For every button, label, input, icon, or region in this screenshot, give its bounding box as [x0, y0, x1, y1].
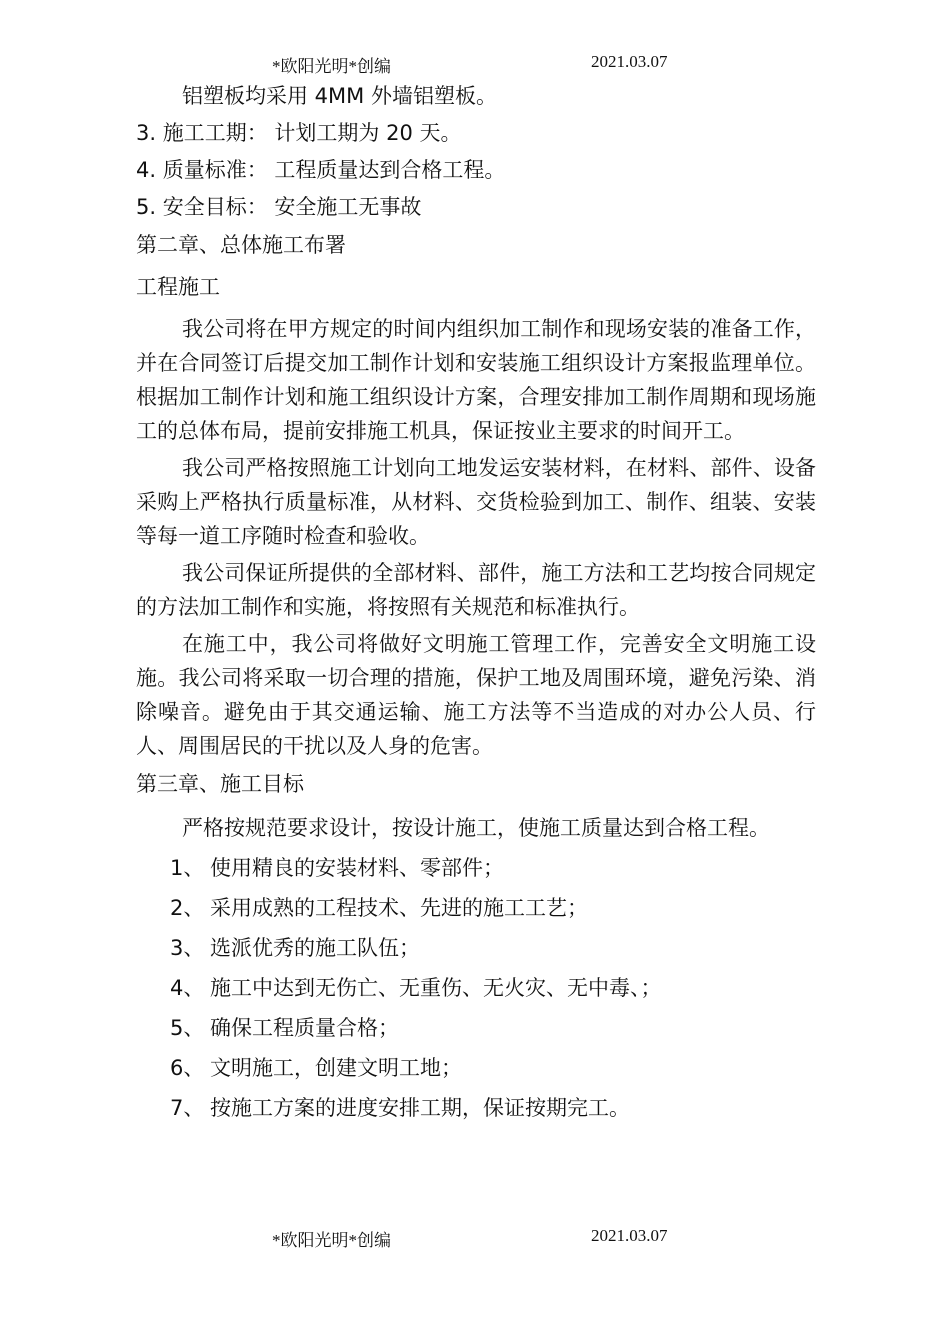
chapter-3-title: 第三章、施工目标 [136, 772, 304, 796]
item-label: 安全目标： [162, 195, 268, 219]
goal-item [136, 851, 816, 885]
goal-text: 按施工方案的进度安排工期，保证按期完工。 [210, 1096, 630, 1120]
document-body [136, 79, 816, 1131]
item-text: 计划工期为 20 天。 [274, 121, 462, 145]
goal-text: 使用精良的安装材料、零部件； [210, 856, 504, 880]
item-label: 质量标准： [162, 158, 268, 182]
item-number: 4. [136, 158, 157, 182]
numbered-item [136, 153, 816, 187]
goal-number: 5、 [170, 1016, 205, 1040]
goal-number: 4、 [170, 976, 205, 1000]
paragraph: 在施工中，我公司将做好文明施工管理工作，完善安全文明施工设施。我公司将采取一切合理的措施，保护工地及周围环境，避免污染、消除噪音。避免由于其交通运输、施工方法等不当造成的对办公人员、行人、周围居民的干扰以及人身的危害。 [136, 632, 816, 758]
intro-line: 铝塑板均采用 4MM 外墙铝塑板。 [182, 84, 497, 108]
section-title: 工程施工 [136, 275, 220, 299]
paragraph: 我公司将在甲方规定的时间内组织加工制作和现场安装的准备工作，并在合同签订后提交加工制作计划和安装施工组织设计方案报监理单位。根据加工制作计划和施工组织设计方案，合理安排加工制作周期和现场施工的总体布局，提前安排施工机具，保证按业主要求的时间开工。 [136, 317, 816, 443]
paragraph: 我公司严格按照施工计划向工地发运安装材料，在材料、部件、设备采购上严格执行质量标准，从材料、交货检验到加工、制作、组装、安装等每一道工序随时检查和验收。 [136, 456, 816, 548]
goal-number: 1、 [170, 856, 205, 880]
goal-item [136, 1091, 816, 1125]
footer-date: 2021.03.07 [591, 1226, 668, 1245]
chapter-2-title: 第二章、总体施工布署 [136, 233, 346, 257]
item-label: 施工工期： [162, 121, 268, 145]
goal-item [136, 1011, 816, 1045]
goal-item [136, 971, 816, 1005]
item-text: 工程质量达到合格工程。 [274, 158, 506, 182]
page-footer [0, 1226, 950, 1250]
header-author: *欧阳光明*创编 [272, 57, 391, 76]
footer-author: *欧阳光明*创编 [272, 1231, 391, 1250]
goal-number: 7、 [170, 1096, 205, 1120]
goal-number: 2、 [170, 896, 205, 920]
page-header [0, 52, 950, 76]
goal-item [136, 891, 816, 925]
goal-text: 采用成熟的工程技术、先进的施工工艺； [210, 896, 588, 920]
goal-item [136, 1051, 816, 1085]
item-number: 3. [136, 121, 157, 145]
goal-number: 3、 [170, 936, 205, 960]
goal-text: 确保工程质量合格； [210, 1016, 399, 1040]
numbered-item [136, 116, 816, 150]
item-text: 安全施工无事故 [274, 195, 422, 219]
header-date: 2021.03.07 [591, 52, 668, 71]
numbered-item [136, 190, 816, 224]
goal-number: 6、 [170, 1056, 205, 1080]
goal-text: 施工中达到无伤亡、无重伤、无火灾、无中毒、； [210, 976, 662, 1000]
goal-item [136, 931, 816, 965]
goal-text: 文明施工，创建文明工地； [210, 1056, 462, 1080]
paragraph: 我公司保证所提供的全部材料、部件，施工方法和工艺均按合同规定的方法加工制作和实施，将按照有关规范和标准执行。 [136, 561, 816, 619]
goal-text: 选派优秀的施工队伍； [210, 936, 420, 960]
item-number: 5. [136, 195, 157, 219]
goals-intro: 严格按规范要求设计，按设计施工，使施工质量达到合格工程。 [182, 816, 770, 840]
